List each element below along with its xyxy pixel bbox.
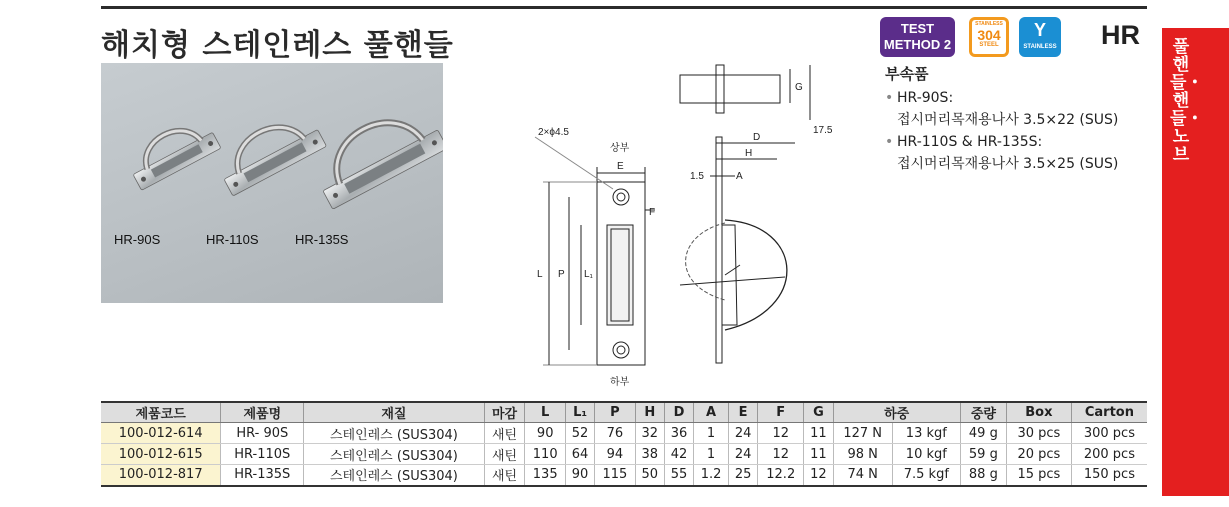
photo-label: HR-110S [206, 232, 259, 247]
accessories-heading: 부속품 [885, 65, 929, 83]
badge-line: STAINLESS [975, 21, 1003, 27]
header-cell: 중량 [960, 402, 1006, 423]
accessory-desc: 접시머리목재용나사 3.5×25 (SUS) [897, 156, 1119, 172]
top-rule [101, 6, 1147, 9]
cell-load-n: 127 N [833, 423, 892, 444]
cell-weight: 49 g [960, 423, 1006, 444]
side-tab-label: 풀핸들・핸들・노브 [1170, 37, 1204, 165]
header-cell: D [664, 402, 693, 423]
cell-g: 11 [804, 444, 833, 465]
cell-carton: 150 pcs [1071, 465, 1147, 486]
accessory-model: • HR-90S: [885, 87, 1118, 109]
dim-l: L [537, 269, 543, 280]
test-method-badge [880, 17, 955, 57]
cell-p: 76 [595, 423, 635, 444]
cell-e: 24 [728, 444, 757, 465]
cell-box: 30 pcs [1006, 423, 1071, 444]
header-cell: Carton [1071, 402, 1147, 423]
cell-e: 24 [728, 423, 757, 444]
cell-load-n: 74 N [833, 465, 892, 486]
header-cell: L₁ [565, 402, 594, 423]
cell-f: 12 [758, 444, 804, 465]
badge-line: TEST [900, 21, 935, 36]
cell-finish: 새틴 [484, 465, 525, 486]
header-cell: 하중 [833, 402, 960, 423]
cell-g: 11 [804, 423, 833, 444]
cell-box: 20 pcs [1006, 444, 1071, 465]
cell-name: HR-110S [221, 444, 304, 465]
cell-weight: 88 g [960, 465, 1006, 486]
header-cell: 마감 [484, 402, 525, 423]
dim-a: A [736, 171, 743, 182]
spec-table [101, 401, 1147, 487]
badge-line: STAINLESS [1023, 44, 1057, 50]
handle-hr-110s [212, 107, 326, 196]
table-row [101, 423, 1147, 444]
cell-material: 스테인레스 (SUS304) [304, 423, 484, 444]
table-header-row [101, 402, 1147, 423]
cell-d: 36 [664, 423, 693, 444]
cell-h: 38 [635, 444, 664, 465]
label-bottom: 하부 [610, 377, 630, 388]
cell-code: 100-012-817 [101, 465, 221, 486]
product-photo [101, 63, 443, 303]
dim-f: F [649, 207, 656, 218]
cell-material: 스테인레스 (SUS304) [304, 444, 484, 465]
dim-h: H [745, 148, 753, 159]
cell-name: HR-135S [221, 465, 304, 486]
dim-d: D [753, 132, 761, 143]
screw-icon: Y [1033, 20, 1046, 40]
handle-hr-135s [306, 98, 443, 209]
dim-g: G [795, 82, 803, 93]
cell-f: 12 [758, 423, 804, 444]
badge-line: 304 [977, 27, 1001, 43]
cell-carton: 300 pcs [1071, 423, 1147, 444]
side-tab[interactable] [1162, 28, 1229, 496]
stainless-screw-badge [1019, 17, 1061, 57]
badge-line: METHOD 2 [883, 37, 952, 52]
technical-drawing [525, 55, 855, 395]
cell-name: HR- 90S [221, 423, 304, 444]
dim-l1: L₁ [584, 269, 593, 280]
label-top: 상부 [610, 143, 630, 154]
cell-finish: 새틴 [484, 423, 525, 444]
header-cell: 재질 [304, 402, 484, 423]
stainless-304-badge [969, 17, 1009, 57]
badge-line: STEEL [979, 42, 999, 48]
dim-p: P [558, 269, 565, 280]
table-row [101, 465, 1147, 486]
cell-p: 94 [595, 444, 635, 465]
cell-load-n: 98 N [833, 444, 892, 465]
cell-carton: 200 pcs [1071, 444, 1147, 465]
accessory-desc: 접시머리목재용나사 3.5×22 (SUS) [897, 112, 1119, 128]
handle-hr-90s [123, 114, 221, 190]
cell-h: 32 [635, 423, 664, 444]
header-cell: E [728, 402, 757, 423]
product-code: HR [1101, 20, 1140, 50]
cell-p: 115 [595, 465, 635, 486]
cell-l1: 90 [565, 465, 594, 486]
accessories [885, 63, 1118, 175]
header-cell: A [694, 402, 729, 423]
photo-label: HR-90S [114, 232, 161, 247]
cell-load-kgf: 7.5 kgf [892, 465, 960, 486]
cell-a: 1.2 [694, 465, 729, 486]
dim-g-value: 17.5 [813, 125, 833, 136]
cell-code: 100-012-615 [101, 444, 221, 465]
header-cell: Box [1006, 402, 1071, 423]
header-cell: 제품코드 [101, 402, 221, 423]
cell-box: 15 pcs [1006, 465, 1071, 486]
header-cell: P [595, 402, 635, 423]
cell-weight: 59 g [960, 444, 1006, 465]
page-title: 해치형 스테인레스 풀핸들 [101, 28, 454, 63]
cell-code: 100-012-614 [101, 423, 221, 444]
accessory-model: • HR-110S & HR-135S: [885, 131, 1118, 153]
cell-d: 55 [664, 465, 693, 486]
header-cell: F [758, 402, 804, 423]
table-row [101, 444, 1147, 465]
header-cell: G [804, 402, 833, 423]
cell-finish: 새틴 [484, 444, 525, 465]
cell-l: 110 [525, 444, 565, 465]
cell-load-kgf: 10 kgf [892, 444, 960, 465]
cell-l1: 64 [565, 444, 594, 465]
cell-g: 12 [804, 465, 833, 486]
cell-a: 1 [694, 444, 729, 465]
header-cell: 제품명 [221, 402, 304, 423]
cell-f: 12.2 [758, 465, 804, 486]
cell-l: 135 [525, 465, 565, 486]
cell-load-kgf: 13 kgf [892, 423, 960, 444]
cell-a: 1 [694, 423, 729, 444]
dim-e: E [617, 161, 624, 172]
cell-e: 25 [728, 465, 757, 486]
dim-holes: 2×ϕ4.5 [538, 127, 569, 138]
header-cell: L [525, 402, 565, 423]
photo-label: HR-135S [295, 232, 349, 247]
cell-l: 90 [525, 423, 565, 444]
cell-d: 42 [664, 444, 693, 465]
cell-l1: 52 [565, 423, 594, 444]
cell-h: 50 [635, 465, 664, 486]
cell-material: 스테인레스 (SUS304) [304, 465, 484, 486]
header-cell: H [635, 402, 664, 423]
dim-a-value: 1.5 [690, 171, 704, 182]
